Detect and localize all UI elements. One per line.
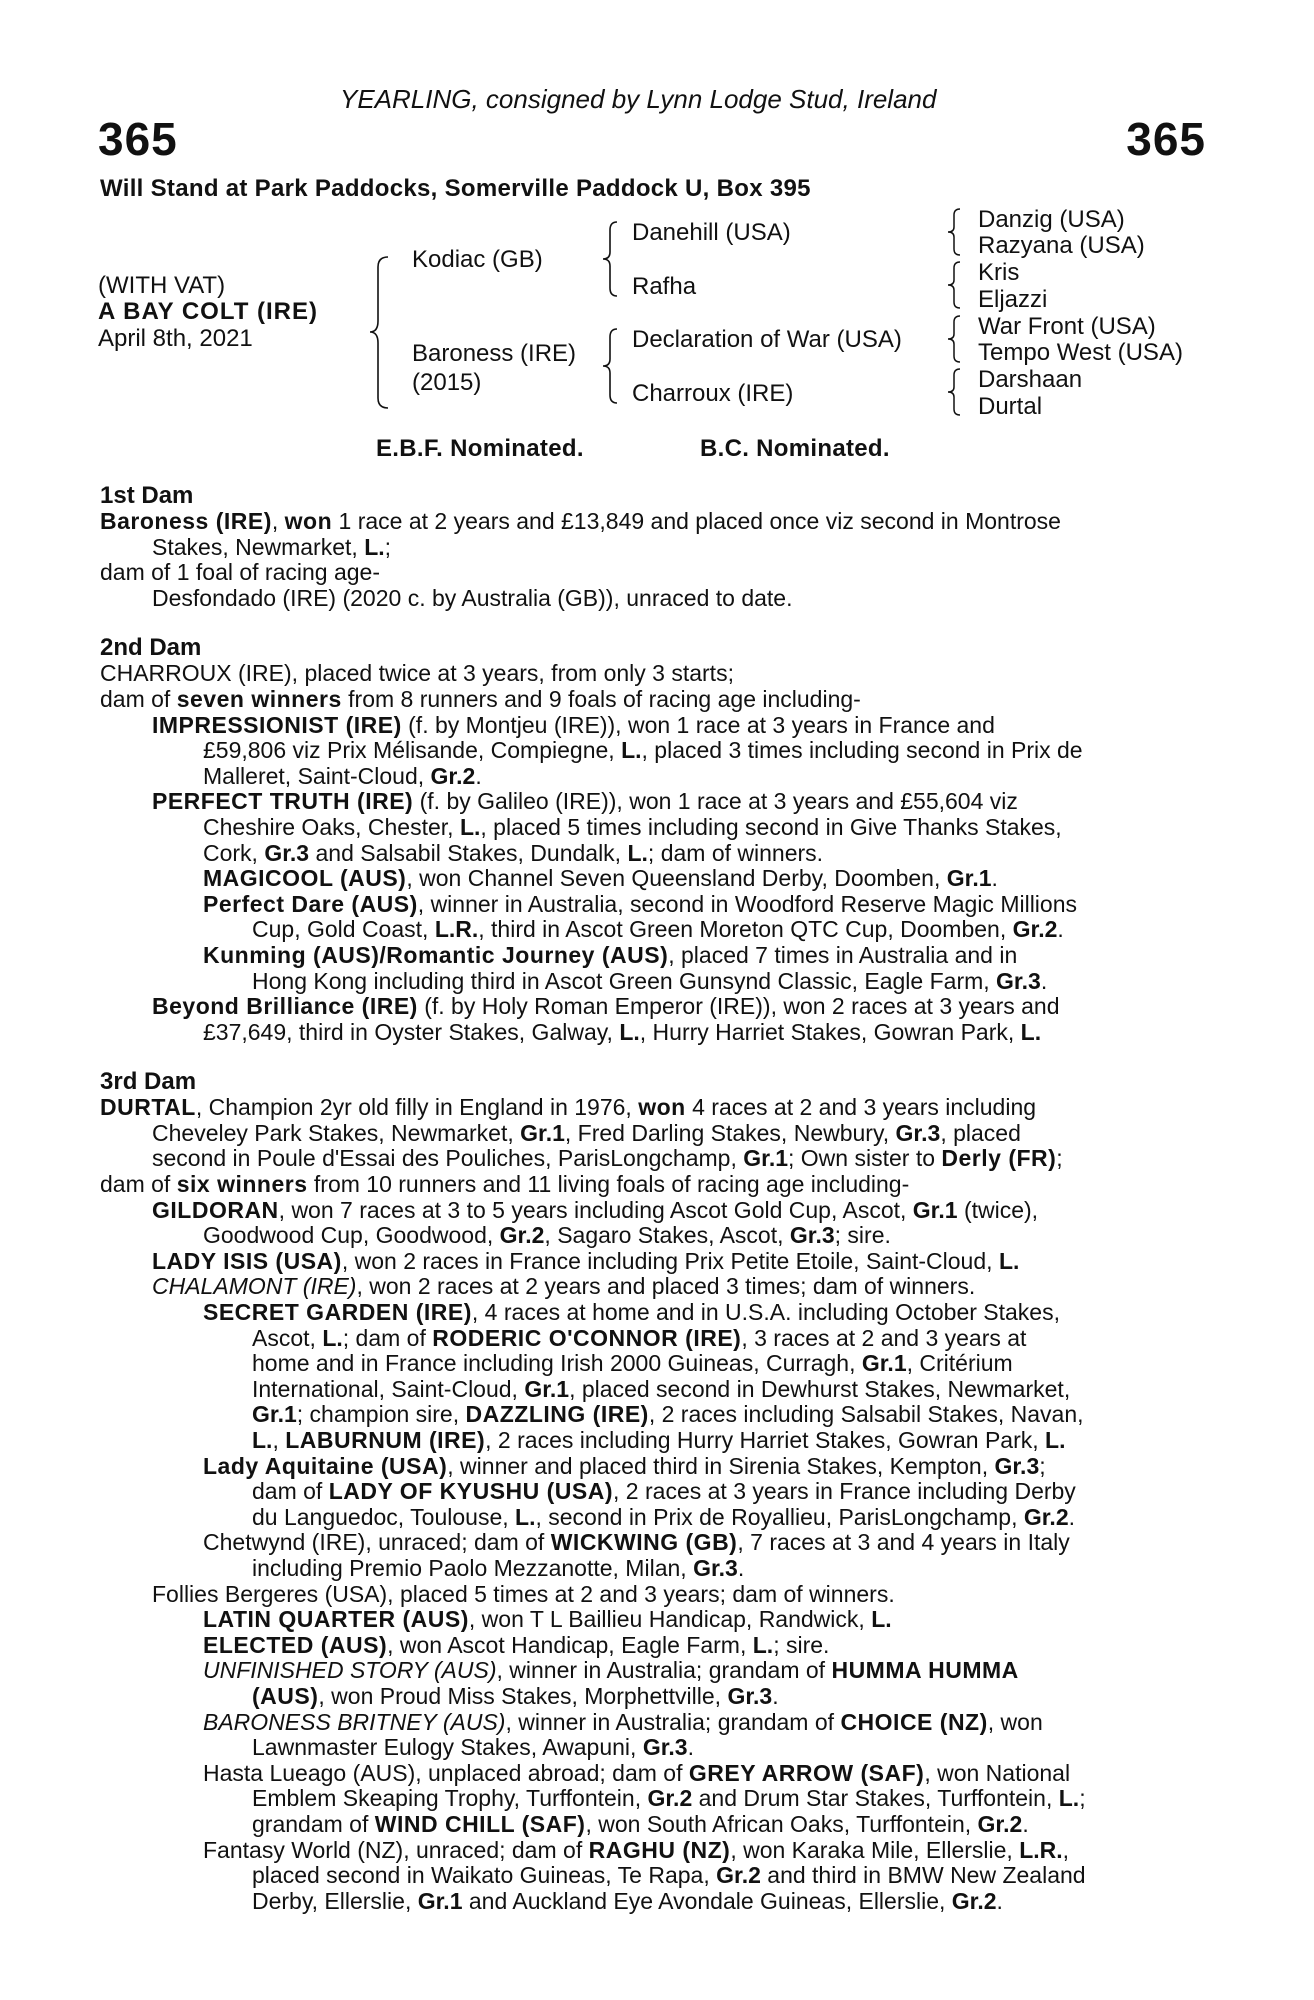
third-dam-line: SECRET GARDEN (IRE), 4 races at home and in U.S.A. including October Stakes, — [203, 1299, 1060, 1326]
stand-location: Will Stand at Park Paddocks, Somerville Paddock U, Box 395 — [100, 175, 811, 202]
dam-sire: Declaration of War (USA) — [632, 326, 902, 353]
sire-dam: Rafha — [632, 273, 697, 300]
gp-dss: War Front (USA) — [978, 313, 1156, 340]
pedigree-brace-main — [368, 255, 392, 410]
third-dam-line: du Languedoc, Toulouse, L., second in Prix de Royallieu, ParisLongchamp, Gr.2. — [252, 1503, 1076, 1530]
gp-sss: Danzig (USA) — [978, 206, 1125, 233]
pedigree-brace-sire — [601, 220, 621, 298]
pedigree-brace-gs3 — [946, 314, 964, 364]
gp-ssd: Razyana (USA) — [978, 232, 1145, 259]
second-dam-line: Cheshire Oaks, Chester, L., placed 5 times including second in Give Thanks Stakes, — [203, 813, 1062, 840]
second-dam-line: MAGICOOL (AUS), won Channel Seven Queensland Derby, Doomben, Gr.1. — [203, 865, 998, 892]
lot-number-left: 365 — [98, 113, 178, 165]
second-dam-line: Beyond Brilliance (IRE) (f. by Holy Roman Emperor (IRE)), won 2 races at 3 years and — [152, 993, 1060, 1020]
second-dam-line: IMPRESSIONIST (IRE) (f. by Montjeu (IRE)), won 1 race at 3 years in France and — [152, 711, 995, 738]
third-dam-line: second in Poule d'Essai des Pouliches, ParisLongchamp, Gr.1; Own sister to Derly (FR); — [152, 1145, 1063, 1172]
third-dam-line: ELECTED (AUS), won Ascot Handicap, Eagle Farm, L.; sire. — [203, 1631, 830, 1658]
first-dam-line: Desfondado (IRE) (2020 c. by Australia (GB)), unraced to date. — [152, 584, 793, 611]
second-dam-line: dam of seven winners from 8 runners and 9 foals of racing age including- — [100, 685, 861, 712]
third-dam-section — [100, 1069, 1205, 1914]
second-dam-line: Malleret, Saint-Cloud, Gr.2. — [203, 762, 482, 789]
third-dam-line: (AUS), won Proud Miss Stakes, Morphettville, Gr.3. — [252, 1682, 779, 1709]
gp-dds: Darshaan — [978, 366, 1083, 393]
gp-dsd: Tempo West (USA) — [978, 339, 1183, 366]
third-dam-line: Derby, Ellerslie, Gr.1 and Auckland Eye Avondale Guineas, Ellerslie, Gr.2. — [252, 1887, 1003, 1914]
third-dam-line: International, Saint-Cloud, Gr.1, placed second in Dewhurst Stakes, Newmarket, — [252, 1375, 1071, 1402]
second-dam-line: Hong Kong including third in Ascot Green Gunsynd Classic, Eagle Farm, Gr.3. — [252, 967, 1048, 994]
dam-year: (2015) — [412, 369, 482, 396]
third-dam-line: Fantasy World (NZ), unraced; dam of RAGHU (NZ), won Karaka Mile, Ellerslie, L.R., — [203, 1836, 1070, 1863]
catalogue-body — [100, 483, 1205, 1914]
bc-nomination: B.C. Nominated. — [700, 435, 890, 462]
first-dam-heading: 1st Dam — [100, 482, 194, 509]
sire-sire: Danehill (USA) — [632, 219, 791, 246]
second-dam-line: Cork, Gr.3 and Salsabil Stakes, Dundalk, L.; dam of winners. — [203, 839, 824, 866]
first-dam-line: dam of 1 foal of racing age- — [100, 559, 380, 586]
first-dam-line: Baroness (IRE), won 1 race at 2 years and £13,849 and placed once viz second in Montrose — [100, 508, 1061, 534]
third-dam-line: Ascot, L.; dam of RODERIC O'CONNOR (IRE), 3 races at 2 and 3 years at — [252, 1324, 1027, 1351]
ebf-nomination: E.B.F. Nominated. — [376, 435, 584, 462]
second-dam-heading: 2nd Dam — [100, 634, 202, 662]
vat-note: (WITH VAT) — [98, 272, 226, 299]
third-dam-line: L., LABURNUM (IRE), 2 races including Hurry Harriet Stakes, Gowran Park, L. — [252, 1427, 1066, 1453]
lot-number-right: 365 — [1126, 113, 1206, 165]
second-dam-line: PERFECT TRUTH (IRE) (f. by Galileo (IRE)), won 1 race at 3 years and £55,604 viz — [152, 788, 1018, 815]
third-dam-line: CHALAMONT (IRE), won 2 races at 2 years and placed 3 times; dam of winners. — [152, 1273, 976, 1300]
first-dam-line: Stakes, Newmarket, L.; — [152, 533, 392, 560]
second-dam-line: Cup, Gold Coast, L.R., third in Ascot Green Moreton QTC Cup, Doomben, Gr.2. — [252, 916, 1064, 943]
pedigree-brace-gs1 — [946, 207, 964, 257]
dam: Baroness (IRE) — [412, 340, 577, 367]
second-dam-line: Perfect Dare (AUS), winner in Australia, second in Woodford Reserve Magic Millions — [203, 890, 1078, 917]
third-dam-line: dam of six winners from 10 runners and 11 living foals of racing age including- — [100, 1171, 910, 1198]
third-dam-line: LATIN QUARTER (AUS), won T L Baillieu Handicap, Randwick, L. — [203, 1606, 892, 1633]
second-dam-line: Kunming (AUS)/Romantic Journey (AUS), placed 7 times in Australia and in — [203, 941, 1018, 968]
third-dam-line: dam of LADY OF KYUSHU (USA), 2 races at 3 years in France including Derby — [252, 1478, 1076, 1505]
third-dam-line: LADY ISIS (USA), won 2 races in France including Prix Petite Etoile, Saint-Cloud, L. — [152, 1247, 1020, 1274]
gp-sds: Kris — [978, 259, 1020, 286]
sire: Kodiac (GB) — [412, 246, 543, 273]
third-dam-line: placed second in Waikato Guineas, Te Rapa, Gr.2 and third in BMW New Zealand — [252, 1862, 1086, 1889]
pedigree-brace-gs4 — [946, 367, 964, 417]
third-dam-line: BARONESS BRITNEY (AUS), winner in Australia; grandam of CHOICE (NZ), won — [203, 1708, 1043, 1735]
second-dam-line: £37,649, third in Oyster Stakes, Galway, L., Hurry Harriet Stakes, Gowran Park, L. — [203, 1018, 1042, 1045]
second-dam-section — [100, 635, 1205, 1045]
horse-name: A BAY COLT (IRE) — [98, 298, 319, 325]
third-dam-line: DURTAL, Champion 2yr old filly in England in 1976, won 4 races at 2 and 3 years including — [100, 1094, 1037, 1121]
third-dam-line: Lady Aquitaine (USA), winner and placed third in Sirenia Stakes, Kempton, Gr.3; — [203, 1452, 1046, 1479]
consignment-line: YEARLING, consigned by Lynn Lodge Stud, Ireland — [340, 84, 937, 114]
third-dam-line: grandam of WIND CHILL (SAF), won South African Oaks, Turffontein, Gr.2. — [252, 1810, 1029, 1837]
dam-dam: Charroux (IRE) — [632, 380, 794, 407]
pedigree-brace-dam — [601, 327, 621, 405]
gp-sdd: Eljazzi — [978, 286, 1048, 313]
third-dam-line: Hasta Lueago (AUS), unplaced abroad; dam of GREY ARROW (SAF), won National — [203, 1759, 1071, 1786]
third-dam-line: Follies Bergeres (USA), placed 5 times at 2 and 3 years; dam of winners. — [152, 1580, 895, 1607]
foaling-date: April 8th, 2021 — [98, 325, 253, 352]
first-dam-section — [100, 483, 1205, 611]
third-dam-line: Chetwynd (IRE), unraced; dam of WICKWING (GB), 7 races at 3 and 4 years in Italy — [203, 1529, 1070, 1556]
third-dam-line: including Premio Paolo Mezzanotte, Milan, Gr.3. — [252, 1554, 745, 1581]
third-dam-line: UNFINISHED STORY (AUS), winner in Australia; grandam of HUMMA HUMMA — [203, 1657, 1019, 1684]
second-dam-line: CHARROUX (IRE), placed twice at 3 years, from only 3 starts; — [100, 660, 734, 687]
gp-ddd: Durtal — [978, 393, 1043, 420]
third-dam-line: GILDORAN, won 7 races at 3 to 5 years including Ascot Gold Cup, Ascot, Gr.1 (twice), — [152, 1196, 1039, 1223]
third-dam-line: Emblem Skeaping Trophy, Turffontein, Gr.2 and Drum Star Stakes, Turffontein, L.; — [252, 1785, 1086, 1812]
third-dam-line: home and in France including Irish 2000 Guineas, Curragh, Gr.1, Critérium — [252, 1350, 1013, 1377]
third-dam-line: Goodwood Cup, Goodwood, Gr.2, Sagaro Stakes, Ascot, Gr.3; sire. — [203, 1222, 891, 1249]
pedigree-brace-gs2 — [946, 260, 964, 310]
third-dam-line: Gr.1; champion sire, DAZZLING (IRE), 2 races including Salsabil Stakes, Navan, — [252, 1401, 1084, 1428]
third-dam-line: Lawnmaster Eulogy Stakes, Awapuni, Gr.3. — [252, 1734, 694, 1761]
third-dam-heading: 3rd Dam — [100, 1068, 197, 1096]
second-dam-line: £59,806 viz Prix Mélisande, Compiegne, L., placed 3 times including second in Prix de — [203, 737, 1083, 764]
third-dam-line: Cheveley Park Stakes, Newmarket, Gr.1, Fred Darling Stakes, Newbury, Gr.3, placed — [152, 1119, 1021, 1146]
